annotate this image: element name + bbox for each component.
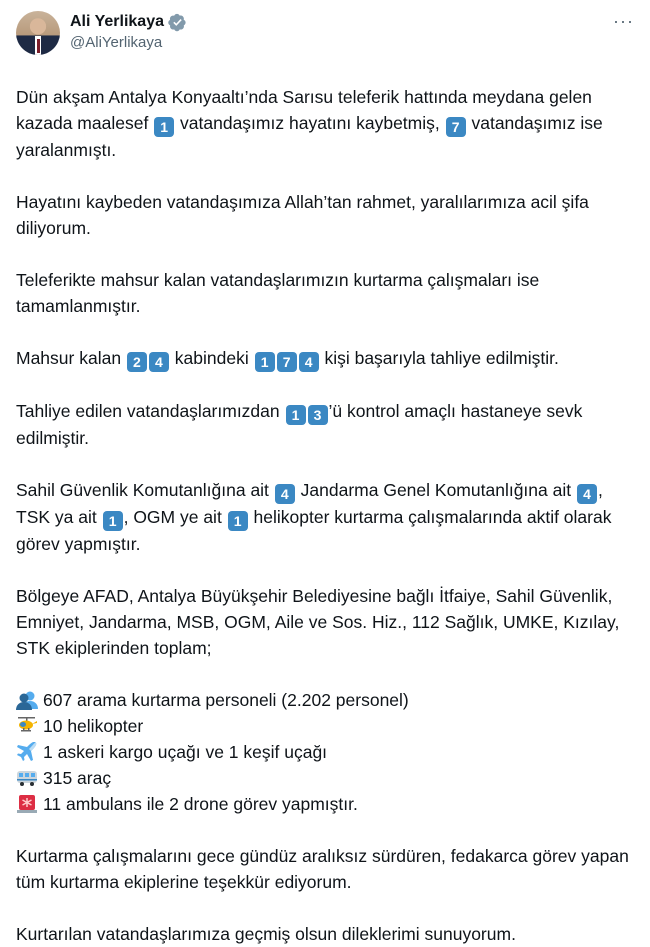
display-name[interactable]: Ali Yerlikaya: [70, 13, 164, 30]
siren-icon: [16, 793, 38, 815]
bus-icon: [16, 767, 38, 789]
list-item: [16, 739, 634, 765]
handle[interactable]: @AliYerlikaya: [70, 34, 163, 51]
helicopter-icon: [16, 715, 38, 737]
text: kabindeki: [169, 348, 254, 368]
list-text: 607 arama kurtarma personeli (2.202 personel): [43, 690, 409, 710]
tweet-header: [16, 10, 634, 68]
list-item: [16, 765, 634, 791]
text: , OGM ye ait: [123, 507, 227, 527]
list-item: [16, 687, 634, 713]
text: Sahil Güvenlik Komutanlığına ait: [16, 480, 274, 500]
more-options-icon[interactable]: ···: [613, 11, 634, 31]
text: , TSK ya ait: [16, 480, 603, 527]
list-item: [16, 713, 634, 739]
keycap-icon: 1: [154, 117, 174, 137]
text: kişi başarıyla tahliye edilmiştir.: [319, 348, 559, 368]
text: Tahliye edilen vatandaşlarımızdan: [16, 401, 285, 421]
keycap-icon: 1: [286, 405, 306, 425]
text: vatandaşımız ise yaralanmıştı.: [16, 113, 603, 160]
paragraph-8: Kurtarma çalışmalarını gece gündüz aralıksız sürdüren, fedakarca görev yapan tüm kurtarma ekiplerine teşekkür ediyorum.: [16, 846, 629, 892]
paragraph-1: [16, 84, 634, 163]
keycap-icon: 1: [255, 352, 275, 372]
text: vatandaşımız hayatını kaybetmiş,: [175, 113, 445, 133]
paragraph-3: Teleferikte mahsur kalan vatandaşlarımızın kurtarma çalışmaları ise tamamlanmıştır.: [16, 270, 540, 316]
text: Dün akşam Antalya Konyaaltı’nda Sarısu teleferik hattında meydana gelen kazada maalesef: [16, 87, 592, 133]
list-text: 11 ambulans ile 2 drone görev yapmıştır.: [43, 794, 358, 814]
text: Mahsur kalan: [16, 348, 126, 368]
keycap-icon: 1: [103, 511, 123, 531]
paragraph-5: [16, 398, 634, 451]
paragraph-2: Hayatını kaybeden vatandaşımıza Allah’tan rahmet, yaralılarımıza acil şifa diliyorum.: [16, 192, 589, 238]
text: helikopter kurtarma çalışmalarında aktif olarak görev yapmıştır.: [16, 507, 612, 554]
author-info: [70, 10, 187, 53]
list-text: 315 araç: [43, 768, 112, 788]
keycap-icon: 2: [127, 352, 147, 372]
keycap-icon: 7: [446, 117, 466, 137]
keycap-icon: 1: [228, 511, 248, 531]
tweet-text: [16, 84, 634, 947]
paragraph-7: Bölgeye AFAD, Antalya Büyükşehir Belediyesine bağlı İtfaiye, Sahil Güvenlik, Emniyet, Jandarma, MSB, OGM, Aile ve Sos. Hiz., 112 Sağlık, UMKE, Kızılay, STK ekiplerinden toplam;: [16, 586, 620, 658]
people-icon: [16, 689, 38, 711]
resource-list: [16, 687, 634, 817]
paragraph-9: Kurtarılan vatandaşlarımıza geçmiş olsun dileklerimi sunuyorum.: [16, 924, 516, 944]
avatar[interactable]: [16, 11, 60, 55]
paragraph-6: [16, 477, 634, 557]
airplane-icon: [16, 741, 38, 763]
text: Jandarma Genel Komutanlığına ait: [295, 480, 576, 500]
verified-badge-icon: [168, 13, 187, 32]
keycap-icon: 4: [275, 484, 295, 504]
list-text: 10 helikopter: [43, 716, 144, 736]
keycap-icon: 4: [299, 352, 319, 372]
list-item: [16, 791, 634, 817]
text: ’ü kontrol amaçlı hastaneye sevk edilmiştir.: [16, 401, 583, 448]
keycap-icon: 3: [308, 405, 328, 425]
keycap-icon: 7: [277, 352, 297, 372]
keycap-icon: 4: [149, 352, 169, 372]
keycap-icon: 4: [577, 484, 597, 504]
list-text: 1 askeri kargo uçağı ve 1 keşif uçağı: [43, 742, 328, 762]
paragraph-4: [16, 345, 634, 372]
